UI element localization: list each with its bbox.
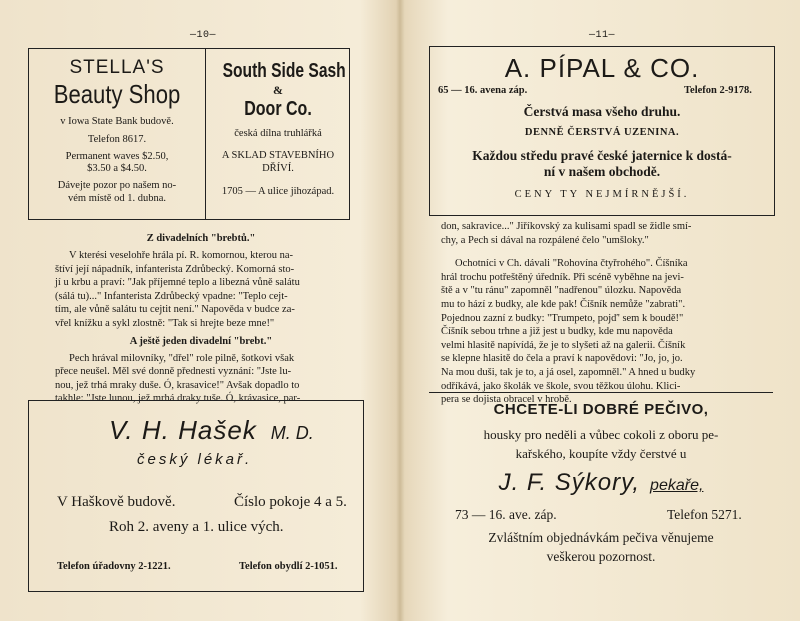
- article-line: takhle: "Jste lunou, jež mrhá draky tuše. Ó, krávasice, par-: [55, 393, 301, 405]
- stella-waves-2: $3.50 a $4.50.: [87, 163, 147, 174]
- article-line: velmi hlasitě napívídá, že je to slyšeti až na galerii. Číšník: [441, 339, 686, 351]
- sash-name-1: South Side Sash: [222, 60, 346, 82]
- sykora-line-1: housky pro neděli a vůbec cokoli z oboru pe-: [483, 427, 719, 442]
- page-number-right: —11—: [589, 30, 616, 41]
- page-number-left: —10—: [190, 30, 217, 41]
- hasek-building: V Haškově budově.: [57, 494, 176, 510]
- sykora-footer-2: veškerou pozornost.: [546, 549, 656, 564]
- stella-notice-1: Dávejte pozor po našem no-: [57, 180, 177, 191]
- pipal-line-2: DENNĚ ČERSTVÁ UZENINA.: [524, 127, 680, 138]
- article-line: Pojednou zazní z budky: "Trumpeto, pojď' sem k boudě!": [441, 312, 684, 324]
- stella-name-1: STELLA'S: [69, 57, 165, 78]
- pipal-phone: Telefon 2-9178.: [684, 85, 752, 96]
- left-page: [0, 0, 399, 621]
- sykora-phone: Telefon 5271.: [667, 507, 742, 522]
- ad-divider: [205, 49, 206, 219]
- sykora-trade: pekaře,: [650, 477, 704, 494]
- hasek-phone-office: Telefon úřadovny 2-1221.: [57, 561, 171, 572]
- pipal-line-1: Čerstvá masa všeho druhu.: [523, 104, 681, 119]
- pipal-line-4: CENY TY NEJMÍRNĚJŠÍ.: [514, 189, 690, 200]
- article-line: Ochotníci v Ch. dávali "Rohovína čtyřrohého". Číšníka: [455, 258, 688, 270]
- pipal-line-3b: ní v našem obchodě.: [543, 164, 661, 179]
- sash-subtitle: česká dílna truhlářká: [234, 128, 322, 139]
- article-line: štíví její nápadník, infanterista Zdrůbecký. Komorná sto-: [55, 263, 295, 275]
- top-ads-box: [28, 48, 350, 220]
- stella-address: v Iowa State Bank budově.: [60, 116, 174, 127]
- stella-waves-1: Permanent waves $2.50,: [65, 151, 169, 162]
- stella-name-2: Beauty Shop: [53, 79, 181, 109]
- article-line: se klepne hlasitě do čela a praví k napovědovi: "Jo, jo, jo.: [441, 353, 683, 365]
- article-line: nou, jež trhá mraky duše. Ó, krasavice!" Avšak dopadlo to: [55, 379, 300, 391]
- article-line: hrál trochu potřeštěný úředník. Při scéně vyběhne na jevi-: [441, 271, 684, 283]
- article-para-1: [55, 249, 347, 331]
- article-line: ště a v "tu ránu" zapomněl "nadřenou" úlozku. Napověda: [441, 285, 682, 297]
- sykora-address: 73 — 16. ave. záp.: [455, 507, 557, 522]
- article-line: (sálá tu)..." Infanterista Zdrůbecký vpadne: "Teplo cejt-: [55, 290, 288, 302]
- article-line: mu to hází z budky, ale kde pak! Číšník nemůže "zabrati".: [441, 298, 686, 310]
- sash-address: 1705 — A ulice jihozápad.: [221, 186, 335, 197]
- article-line: Na mou duši, tak je to, a já osel, zapomněl." A hned u budky: [441, 366, 696, 378]
- sash-stock-1: A SKLAD STAVEBNÍHO: [221, 150, 335, 161]
- stella-notice-2: vém místě od 1. dubna.: [68, 193, 166, 204]
- article-left: [55, 232, 347, 406]
- pipal-line-3a: Každou středu pravé české jaternice k dostá-: [472, 148, 732, 163]
- sykora-footer-1: Zvláštním objednávkám pečiva věnujeme: [488, 530, 714, 545]
- article-line: don, sakravice..." Jiříkovský za kulisami spadl se židle smí-: [441, 221, 692, 232]
- right-page: [401, 0, 800, 621]
- pipal-name: A. PÍPAL & CO.: [504, 53, 700, 83]
- article-line: odříkává, jako školák ve škole, svou těžkou úlohu. Klici-: [441, 380, 681, 392]
- article-line: tím, ale vůně salátu tu cejtit není." Napověda v budce za-: [55, 304, 295, 316]
- article-right: [441, 220, 741, 407]
- hasek-ad-box: [28, 400, 364, 592]
- hasek-title: M. D.: [270, 423, 314, 443]
- article-cont-para-2: [441, 257, 741, 407]
- article-heading-2: A ještě jeden divadelní "brebt.": [129, 335, 273, 347]
- article-line: chy, a Pech si dával na rozpálené čelo "umšloky.": [441, 234, 649, 246]
- article-line: V kterési veselohře hrála pí. R. komornou, kterou na-: [69, 250, 294, 261]
- hasek-phone-home: Telefon obydlí 2-1051.: [239, 561, 338, 572]
- hasek-profession: český lékař.: [137, 451, 253, 468]
- pipal-ad-box: [429, 46, 775, 216]
- sash-name-2: Door Co.: [244, 98, 312, 120]
- sykora-name: J. F. Sýkory,: [498, 469, 641, 496]
- sykora-ad-box: [429, 392, 773, 593]
- article-line: jí u krbu a praví: "Jak příjemné teplo a libezná vůně salátu: [55, 277, 300, 289]
- hasek-corner: Roh 2. aveny a 1. ulice vých.: [109, 519, 284, 535]
- sykora-name-row: [429, 469, 773, 497]
- hasek-rooms: Číslo pokoje 4 a 5.: [234, 494, 347, 510]
- sash-ad: [207, 59, 349, 199]
- article-line: Pech hrával milovníky, "dřel" role pilně, šotkovi však: [69, 352, 295, 364]
- article-heading-1: Z divadelních "brebtů.": [146, 233, 256, 244]
- sykora-headline: CHCETE-LI DOBRÉ PEČIVO,: [493, 401, 709, 418]
- article-line: vřel knížku a sykl zlostně: "Tak si hrejte beze mne!": [55, 317, 275, 329]
- article-line: pera se dojista obracel v hrobě.: [441, 394, 572, 406]
- sykora-line-2: kařského, koupíte vždy čerstvé u: [515, 446, 687, 461]
- pipal-address: 65 — 16. avena záp.: [438, 85, 528, 96]
- sash-stock-2: DŘÍVÍ.: [262, 163, 294, 174]
- article-line: přece neušel. Měl své donně přednesti vyznání: "Jste lu-: [55, 366, 292, 378]
- stella-phone: Telefon 8617.: [87, 134, 147, 145]
- hasek-name: V. H. Hašek: [109, 415, 257, 445]
- article-cont-para-1: [441, 220, 741, 247]
- stella-ad: [29, 57, 205, 205]
- article-para-2: [55, 352, 347, 406]
- sash-amp: &: [273, 83, 283, 97]
- article-line: Číšník sebou trhne a již jest u budky, kde mu napověda: [441, 326, 673, 338]
- hasek-name-row: [109, 415, 359, 446]
